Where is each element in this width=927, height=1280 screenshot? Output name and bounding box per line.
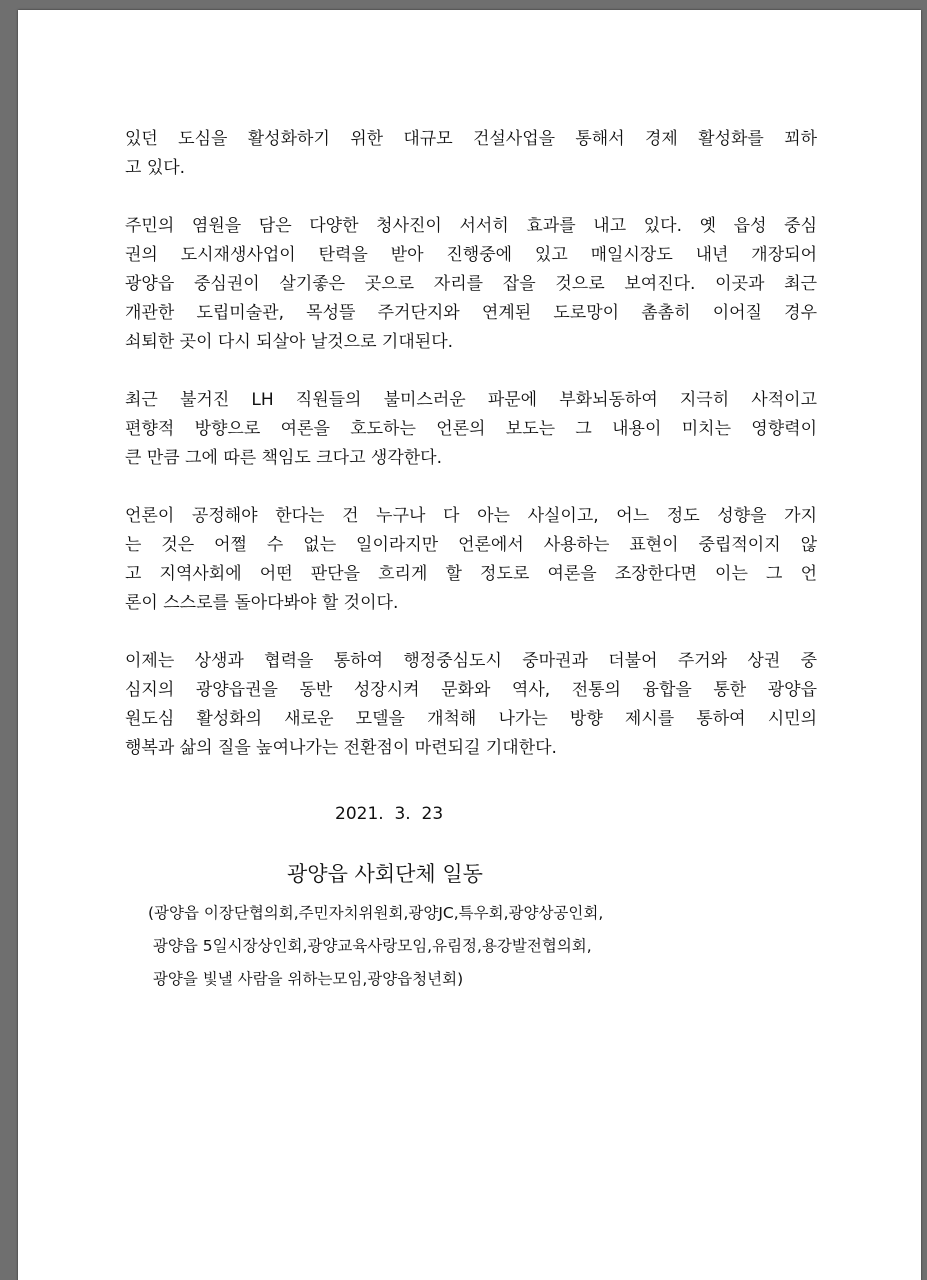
text-line: 쇠퇴한 곳이 다시 되살아 날것으로 기대된다. xyxy=(125,332,454,352)
signature-title: 광양읍 사회단체 일동 xyxy=(287,862,483,886)
paragraph-2 xyxy=(125,212,817,357)
text-line: 큰 만큼 그에 따른 책임도 크다고 생각한다. xyxy=(125,448,443,468)
text-line: 언론이 공정해야 한다는 건 누구나 다 아는 사실이고, 어느 정도 성향을 가지 xyxy=(125,506,817,526)
text-line: 있던 도심을 활성화하기 위한 대규모 건설사업을 통해서 경제 활성화를 꾀하 xyxy=(125,129,817,149)
text-line: 권의 도시재생사업이 탄력을 받아 진행중에 있고 매일시장도 내년 개장되어 xyxy=(125,245,817,265)
text-line: 고 있다. xyxy=(125,158,186,178)
text-line: 는 것은 어쩔 수 없는 일이라지만 언론에서 사용하는 표현이 중립적이지 않 xyxy=(125,535,817,555)
text-line: 주민의 염원을 담은 다양한 청사진이 서서히 효과를 내고 있다. 옛 읍성 중심 xyxy=(125,216,817,236)
text-line: 심지의 광양읍권을 동반 성장시켜 문화와 역사, 전통의 융합을 통한 광양읍 xyxy=(125,680,817,700)
text-line: 행복과 삶의 질을 높여나가는 전환점이 마련되길 기대한다. xyxy=(125,738,557,758)
document-date: 2021. 3. 23 xyxy=(335,804,444,824)
text-line: 개관한 도립미술관, 목성뜰 주거단지와 연계된 도로망이 촘촘히 이어질 경우 xyxy=(125,303,817,323)
body-text xyxy=(125,125,817,792)
text-line: 원도심 활성화의 새로운 모델을 개척해 나가는 방향 제시를 통하여 시민의 xyxy=(125,709,817,729)
paragraph-1 xyxy=(125,125,817,183)
member-line: 광양읍 5일시장상인회,광양교육사랑모임,유림정,용강발전협의회, xyxy=(148,937,592,955)
signature-members xyxy=(148,897,603,996)
text-line: 론이 스스로를 돌아다봐야 할 것이다. xyxy=(125,593,399,613)
text-line: 최근 불거진 LH 직원들의 불미스러운 파문에 부화뇌동하여 지극히 사적이고 xyxy=(125,390,817,410)
member-line: 광양을 빛낼 사람을 위하는모임,광양읍청년회) xyxy=(148,970,464,988)
paragraph-4 xyxy=(125,502,817,618)
text-line: 광양읍 중심권이 살기좋은 곳으로 자리를 잡을 것으로 보여진다. 이곳과 최근 xyxy=(125,274,817,294)
text-line: 고 지역사회에 어떤 판단을 흐리게 할 정도로 여론을 조장한다면 이는 그 언 xyxy=(125,564,817,584)
paragraph-3 xyxy=(125,386,817,473)
paragraph-5 xyxy=(125,647,817,763)
text-line: 이제는 상생과 협력을 통하여 행정중심도시 중마권과 더불어 주거와 상권 중 xyxy=(125,651,817,671)
member-line: (광양읍 이장단협의회,주민자치위원회,광양JC,특우회,광양상공인회, xyxy=(148,904,604,922)
text-line: 편향적 방향으로 여론을 호도하는 언론의 보도는 그 내용이 미치는 영향력이 xyxy=(125,419,817,439)
document-page xyxy=(18,10,921,1280)
